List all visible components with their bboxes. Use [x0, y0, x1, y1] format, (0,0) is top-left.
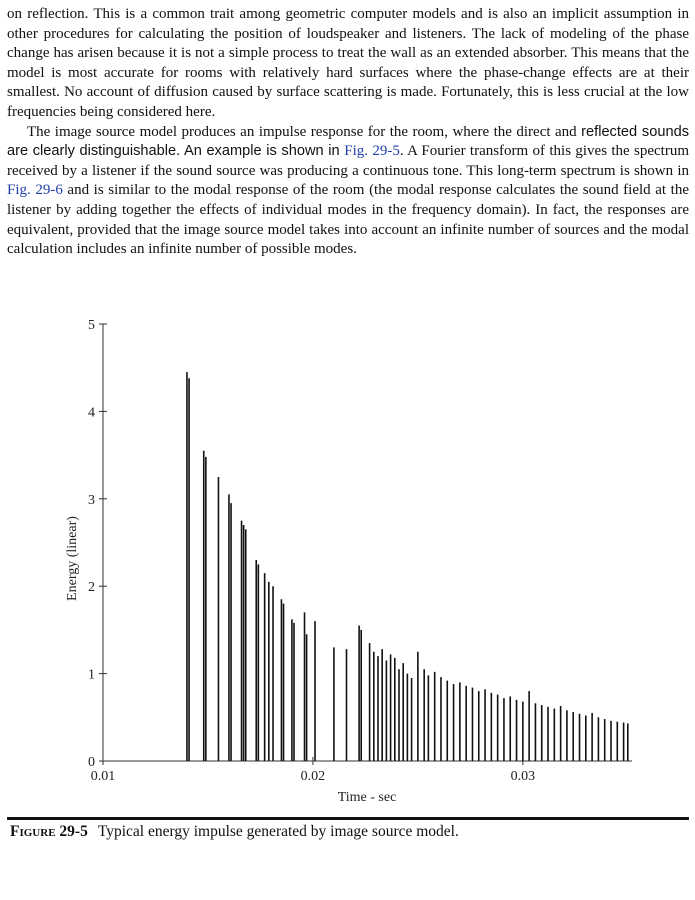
y-axis-label: Energy (linear) [65, 516, 80, 601]
x-axis-label: Time - sec [337, 790, 397, 805]
impulse-response-chart [0, 305, 695, 815]
paragraph-2-part-3: . A Fourier transform of this gives the spectrum received by a listener if the sound source was producing a continuous tone. This long-term spectrum is shown in [7, 143, 689, 179]
y-tick-label: 4 [88, 405, 95, 421]
paragraph-2 [7, 123, 689, 260]
caption-rule [7, 817, 689, 820]
y-tick-label: 5 [88, 318, 95, 333]
y-tick-label: 1 [88, 667, 95, 683]
figure-caption [10, 823, 459, 841]
paragraph-2-part-4: and is similar to the modal response of the room (the modal response calculates the sound field at the listener by adding together the effects of individual modes in the frequency domain). In fact, the responses are equivalent, provided that the image source model takes into account an infinite number of sources and the modal calculation includes an infinite number of possible modes. [7, 182, 689, 258]
chart-plot-area [65, 318, 632, 805]
body-text [7, 5, 689, 260]
y-tick-label: 3 [88, 492, 95, 508]
x-tick-label: 0.03 [510, 769, 536, 784]
x-tick-label: 0.02 [300, 769, 326, 784]
paragraph-1: on reflection. This is a common trait among geometric computer models and is also an implicit assumption in other procedures for calculating the position of loudspeaker and listeners. The lack of modeling of the phase change has arisen because it is not a simple process to treat the wall as an extended absorber. This means that the model is most accurate for rooms with relatively hard surfaces where the phase-change effects are at their smallest. No account of diffusion caused by surface scattering is made. Fortunately, this is less crucial at the low frequencies being considered here. [7, 6, 689, 120]
paragraph-2-part-2: reflected sounds are clearly distinguishable. An example is shown in [7, 123, 689, 160]
figure-caption-text: Typical energy impulse generated by image source model. [97, 823, 459, 840]
y-tick-label: 0 [88, 755, 95, 770]
x-tick-label: 0.01 [90, 769, 116, 784]
figure-caption-label: Figure 29-5 [10, 823, 88, 840]
y-tick-label: 2 [88, 580, 95, 596]
figure-reference-29-5[interactable]: Fig. 29-5 [344, 143, 400, 160]
paragraph-2-part-1: The image source model produces an impulse response for the room, where the direct and [27, 123, 582, 140]
figure-reference-29-6[interactable]: Fig. 29-6 [7, 182, 63, 199]
